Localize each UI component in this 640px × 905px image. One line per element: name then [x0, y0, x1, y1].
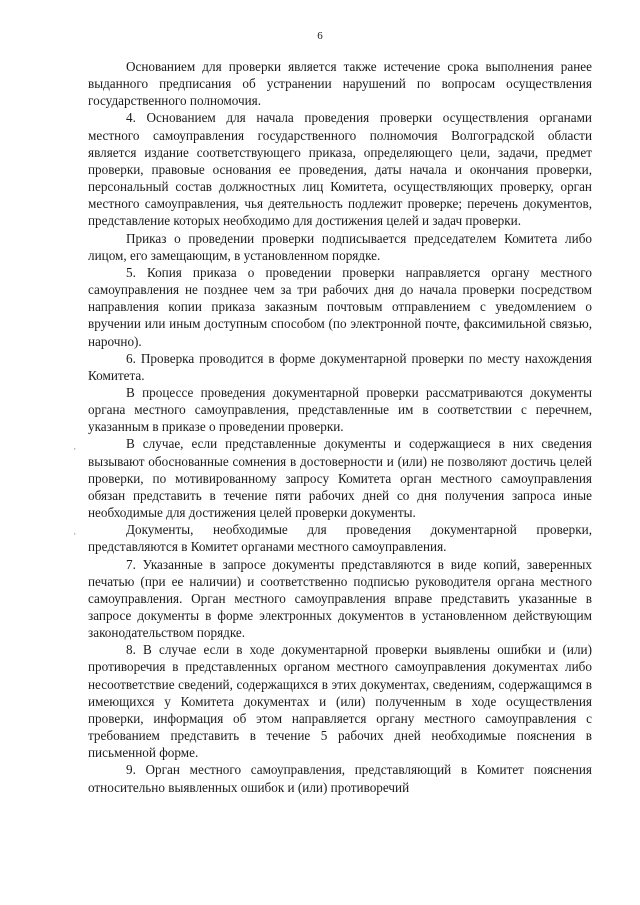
paragraph-documents-reviewed: В процессе проведения документарной проверки рассматриваются документы органа местного самоуправления, представленные им в соответствии с перечнем, указанным в приказе о проведении проверки.: [88, 384, 592, 435]
page-number: 6: [317, 30, 323, 42]
paragraph-doubts-request: В случае, если представленные документы и содержащиеся в них сведения вызывают обоснованные сомнения в достоверности и (или) не позволяют достичь целей проверки, по мотивированному запросу Комитета орган местного самоуправления обязан представить в течение пяти рабочих дней со дня получения запроса иные необходимые для достижения целей проверки документы.: [88, 436, 592, 521]
scan-dot: ·: [72, 530, 78, 540]
paragraph-8-errors: 8. В случае если в ходе документарной проверки выявлены ошибки и (или) противоречия в представленных органом местного самоуправления документах либо несоответствие сведений, содержащихся в этих документах, сведениям, содержащимся в имеющихся у Комитета документах и (или) полученным в ходе осуществления проверки, информация об этом направляется органу местного самоуправления с требованием представить в течение 5 рабочих дней необходимые пояснения в письменной форме.: [88, 642, 592, 761]
document-body: [88, 58, 592, 796]
paragraph-9-explanations: 9. Орган местного самоуправления, представляющий в Комитет пояснения относительно выявленных ошибок и (или) противоречий: [88, 762, 592, 795]
paragraph-order-signature: Приказ о проведении проверки подписывается председателем Комитета либо лицом, его замещающим, в установленном порядке.: [88, 230, 592, 263]
scan-dot: ·: [72, 445, 78, 455]
paragraph-5-order-copy: 5. Копия приказа о проведении проверки направляется органу местного самоуправления не позднее чем за три рабочих дня до начала проверки посредством направления копии приказа заказным почтовым отправлением с уведомлением о вручении или иным доступным способом (по электронной почте, факсимильной связью, нарочно).: [88, 264, 592, 349]
paragraph-4-order-issuance: 4. Основанием для начала проведения проверки осуществления органами местного самоуправления государственного полномочия Волгоградской области является издание соответствующего приказа, определяющего цели, задачи, предмет проверки, правовые основания ее проведения, даты начала и окончания проверки, персональный состав должностных лиц Комитета, осуществляющих проверку, орган местного самоуправления, чья деятельность подлежит проверке; перечень документов, представление которых необходимо для достижения целей и задач проверки.: [88, 110, 592, 229]
paragraph-grounds-expiry: Основанием для проверки является также истечение срока выполнения ранее выданного предписания об устранении нарушений по вопросам осуществления государственного полномочия.: [88, 59, 592, 109]
paragraph-6-documentary-check: 6. Проверка проводится в форме документарной проверки по месту нахождения Комитета.: [88, 350, 592, 383]
paragraph-7-copies: 7. Указанные в запросе документы представляются в виде копий, заверенных печатью (при ее наличии) и соответственно подписью руководителя органа местного самоуправления. Орган местного самоуправления вправе представить указанные в запросе документы в форме электронных документов в установленном действующим законодательством порядке.: [88, 556, 592, 641]
paragraph-documents-submitted: Документы, необходимые для проведения документарной проверки, представляются в Комитет органами местного самоуправления.: [88, 522, 592, 555]
